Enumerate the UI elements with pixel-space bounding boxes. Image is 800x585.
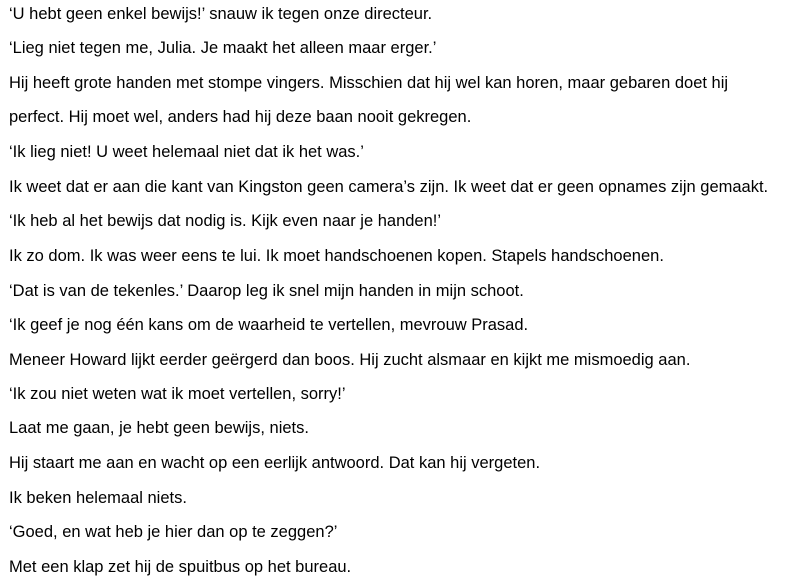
text-line: Met een klap zet hij de spuitbus op het bureau. [9,558,352,576]
text-line: Ik zo dom. Ik was weer eens te lui. Ik moet handschoenen kopen. Stapels handschoenen. [9,247,664,265]
text-line: ‘Ik zou niet weten wat ik moet vertellen, sorry!’ [9,385,346,403]
text-line: Ik weet dat er aan die kant van Kingston geen camera’s zijn. Ik weet dat er geen opnames zijn gemaakt. [9,178,769,196]
text-line: Hij heeft grote handen met stompe vingers. Misschien dat hij wel kan horen, maar gebaren doet hij [9,74,729,92]
text-line: ‘Goed, en wat heb je hier dan op te zeggen?’ [9,523,338,541]
text-line: ‘Ik heb al het bewijs dat nodig is. Kijk even naar je handen!’ [9,212,442,230]
text-line: Ik beken helemaal niets. [9,489,187,507]
text-line: ‘Lieg niet tegen me, Julia. Je maakt het alleen maar erger.’ [9,39,437,57]
text-line: perfect. Hij moet wel, anders had hij deze baan nooit gekregen. [9,108,472,126]
text-line: Hij staart me aan en wacht op een eerlijk antwoord. Dat kan hij vergeten. [9,454,541,472]
text-line: ‘Ik lieg niet! U weet helemaal niet dat ik het was.’ [9,143,364,161]
text-line: ‘U hebt geen enkel bewijs!’ snauw ik tegen onze directeur. [9,5,433,23]
text-line: ‘Ik geef je nog één kans om de waarheid te vertellen, mevrouw Prasad. [9,316,529,334]
text-line: ‘Dat is van de tekenles.’ Daarop leg ik snel mijn handen in mijn schoot. [9,282,524,300]
text-line: Laat me gaan, je hebt geen bewijs, niets. [9,419,309,437]
text-line: Meneer Howard lijkt eerder geërgerd dan boos. Hij zucht alsmaar en kijkt me mismoedig aan. [9,351,691,369]
